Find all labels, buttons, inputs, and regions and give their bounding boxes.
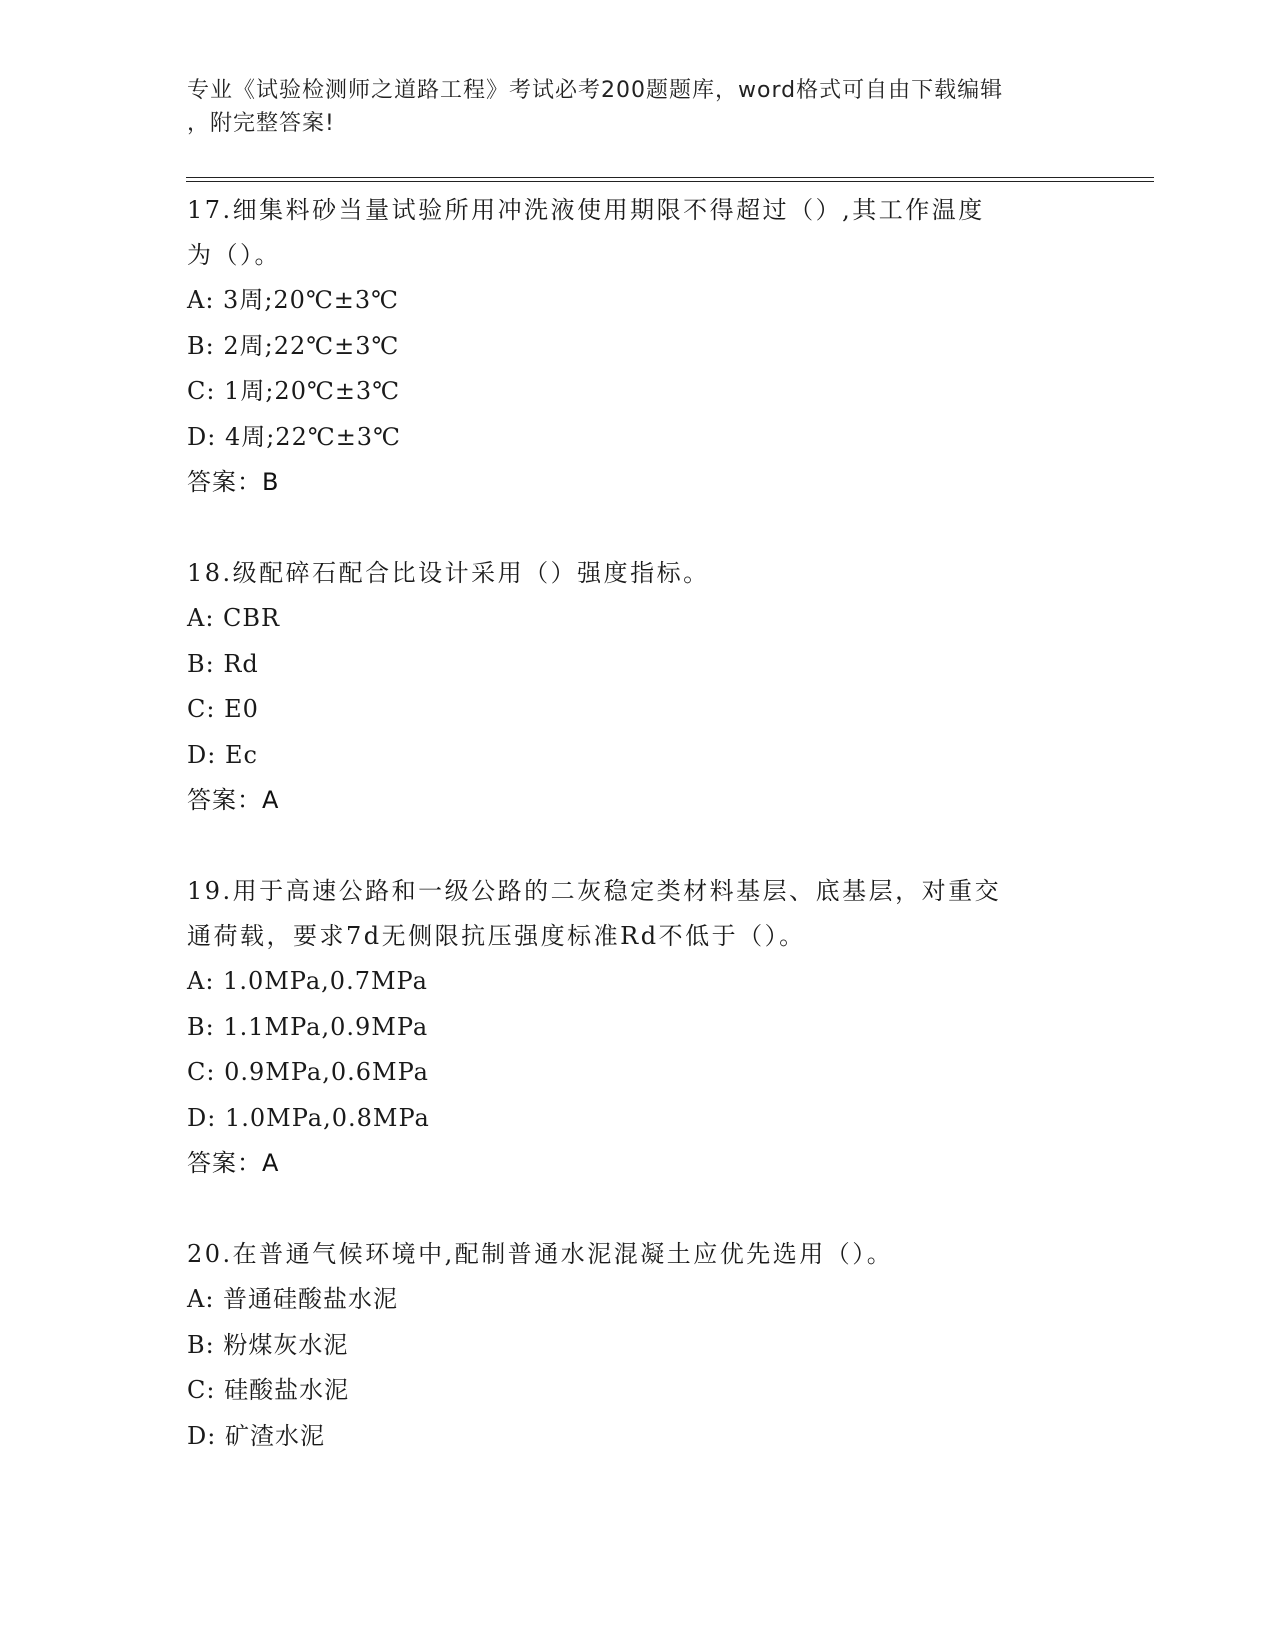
option-d: D: Ec [187, 740, 258, 769]
answer-line: 答案：B [187, 468, 280, 496]
answer-line: 答案：A [187, 1149, 280, 1177]
option-c: C: 0.9MPa,0.6MPa [187, 1058, 429, 1086]
question-18 [187, 551, 1087, 823]
option-d: D: 1.0MPa,0.8MPa [187, 1103, 430, 1132]
option-c: C: E0 [187, 695, 259, 723]
question-17 [187, 188, 1087, 505]
question-20 [187, 1232, 1087, 1459]
question-stem-line: 通荷载，要求7d无侧限抗压强度标准Rd不低于（）。 [187, 922, 806, 950]
option-c: C: 硅酸盐水泥 [187, 1376, 350, 1404]
header-title-line-2: ，附完整答案! [187, 111, 335, 136]
option-b: B: 粉煤灰水泥 [187, 1330, 349, 1359]
option-b: B: 1.1MPa,0.9MPa [187, 1012, 429, 1041]
option-a: A: 普通硅酸盐水泥 [187, 1285, 399, 1313]
option-a: A: CBR [187, 604, 281, 632]
question-stem-line: 19.用于高速公路和一级公路的二灰稳定类材料基层、底基层，对重交 [187, 877, 1002, 905]
header-double-rule [186, 177, 1154, 182]
document-header [187, 74, 1087, 140]
option-a: A: 1.0MPa,0.7MPa [187, 967, 428, 995]
header-title-line-1: 专业《试验检测师之道路工程》考试必考200题题库，word格式可自由下载编辑 [187, 78, 1004, 103]
option-d: D: 矿渣水泥 [187, 1421, 325, 1450]
option-b: B: 2周;22℃±3℃ [187, 331, 400, 360]
question-19 [187, 869, 1087, 1186]
option-b: B: Rd [187, 649, 259, 678]
question-stem-line: 20.在普通气候环境中,配制普通水泥混凝土应优先选用（）。 [187, 1240, 894, 1268]
answer-line: 答案：A [187, 786, 280, 814]
question-stem-line: 17.细集料砂当量试验所用冲洗液使用期限不得超过（）,其工作温度 [187, 196, 985, 224]
option-d: D: 4周;22℃±3℃ [187, 422, 401, 451]
question-stem-line: 18.级配碎石配合比设计采用（）强度指标。 [187, 559, 710, 587]
option-a: A: 3周;20℃±3℃ [187, 286, 400, 314]
question-stem-line: 为（）。 [187, 241, 281, 269]
option-c: C: 1周;20℃±3℃ [187, 377, 401, 405]
